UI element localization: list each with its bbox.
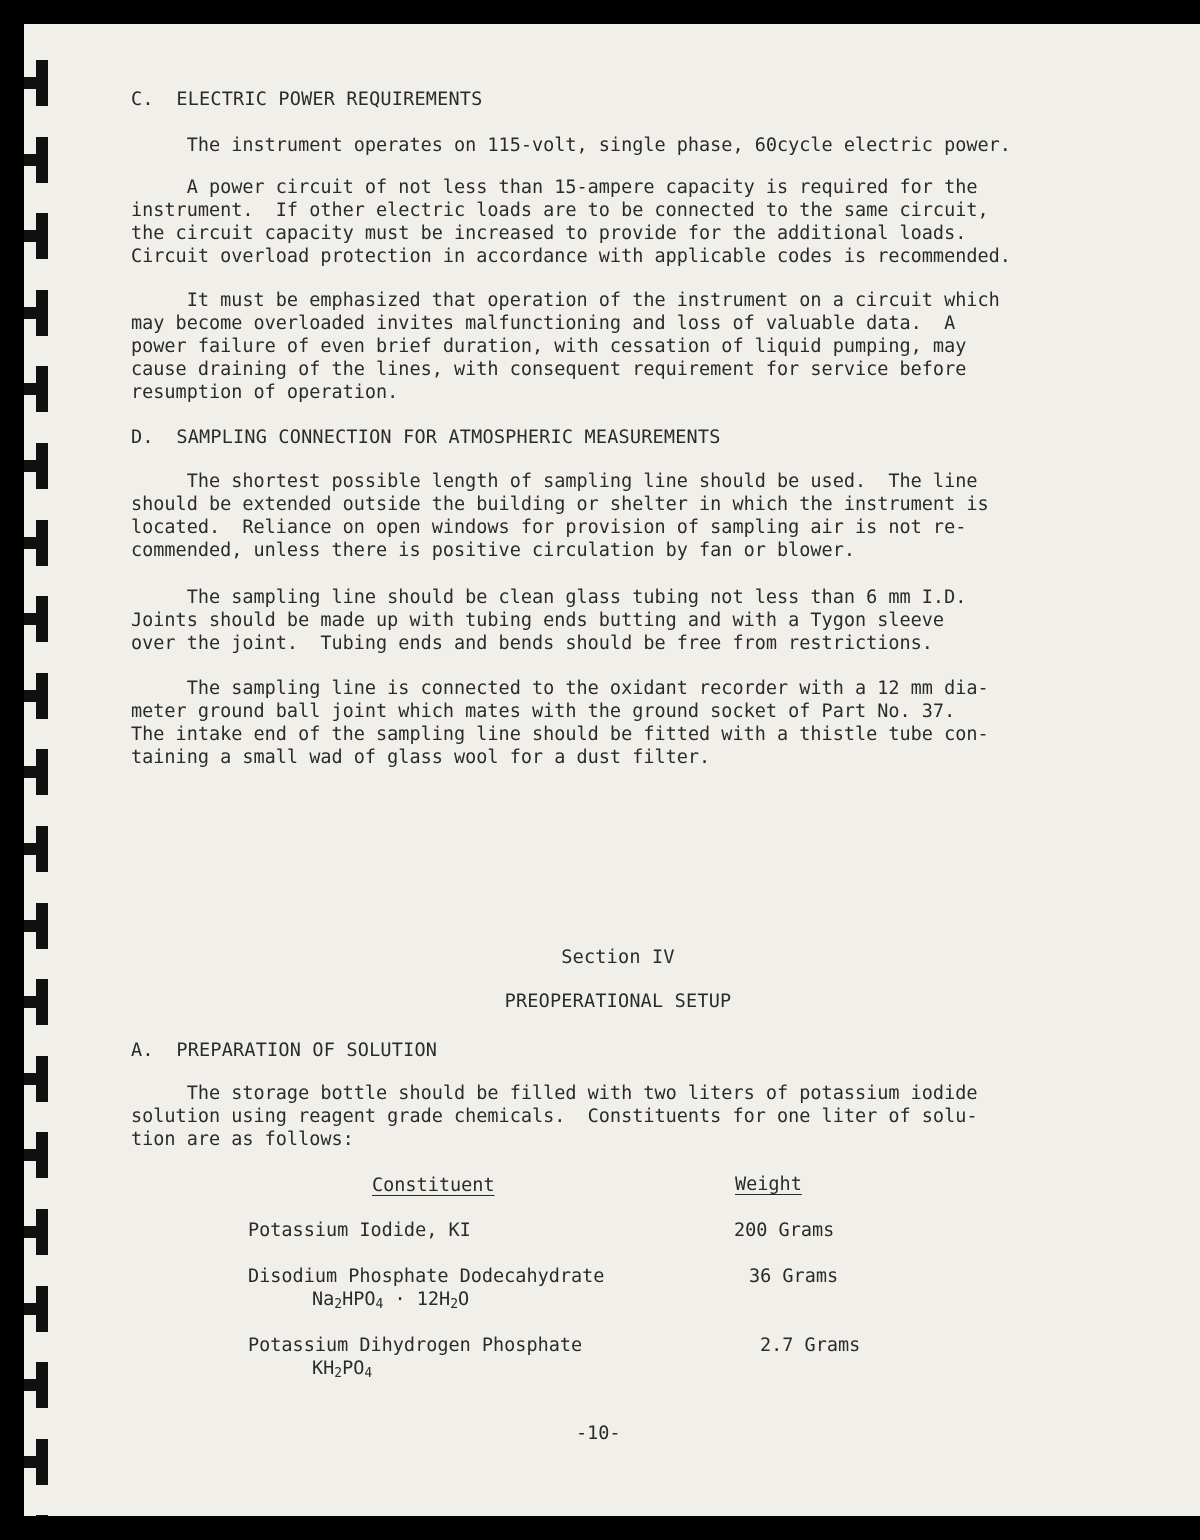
section-iv-title: Section IV — [561, 947, 675, 968]
table-row-formula: $Na_2HPO_4 \cdot 12H_2O$ — [312, 1289, 470, 1312]
binding-hole — [24, 749, 60, 795]
section-d-paragraph-1: The shortest possible length of sampling line should be used. The line should be extended outside the building or shelter in which the instrument is located. Reliance on open windows for provision of sampling air is not re- commended, unless there is positive circulation by fan or blower. — [131, 471, 989, 561]
table-row-formula: $KH_2PO_4$ — [312, 1358, 373, 1381]
binding-hole — [24, 596, 60, 642]
binding-hole — [24, 1209, 60, 1255]
binding-hole — [24, 137, 60, 183]
binding-hole — [24, 826, 60, 872]
section-c-heading: C. ELECTRIC POWER REQUIREMENTS — [131, 89, 483, 110]
section-c-paragraph-3: It must be emphasized that operation of the instrument on a circuit which may become overloaded invites malfunctioning and loss of valuable data. A power failure of even brief duration, with cessation of liquid pumping, may cause draining of the lines, with consequent requirement for service before resumption of operation. — [131, 290, 1000, 403]
binding-hole — [24, 213, 60, 259]
table-row-name: Potassium Iodide, KI — [248, 1220, 471, 1241]
table-row-name: Disodium Phosphate Dodecahydrate — [248, 1266, 605, 1287]
binding-hole — [24, 1056, 60, 1102]
binding-hole — [24, 290, 60, 336]
table-header-constituent: Constituent — [372, 1175, 495, 1196]
section-iv-subtitle: PREOPERATIONAL SETUP — [504, 991, 732, 1012]
binding-hole — [24, 1132, 60, 1178]
table-header-weight: Weight — [735, 1174, 802, 1195]
binding-hole — [24, 60, 60, 106]
binding-hole — [24, 673, 60, 719]
binding-hole — [24, 520, 60, 566]
section-a-paragraph: The storage bottle should be filled with two liters of potassium iodide solution using reagent grade chemicals. Constituents for one liter of solu- tion are as follows: — [131, 1083, 978, 1150]
binding-hole — [24, 1439, 60, 1485]
section-d-heading: D. SAMPLING CONNECTION FOR ATMOSPHERIC MEASUREMENTS — [131, 427, 721, 448]
page-number: -10- — [576, 1423, 621, 1444]
table-row-weight: 200 Grams — [734, 1220, 835, 1241]
binding-hole — [24, 366, 60, 412]
table-row-name: Potassium Dihydrogen Phosphate — [248, 1335, 583, 1356]
binding-hole — [24, 443, 60, 489]
section-d-paragraph-2: The sampling line should be clean glass tubing not less than 6 mm I.D. Joints should be made up with tubing ends butting and with a Tygon sleeve over the joint. Tubing ends and bends should be free from restrictions. — [131, 587, 967, 654]
section-c-paragraph-1: The instrument operates on 115-volt, single phase, 60cycle electric power. — [131, 135, 1011, 156]
table-row-weight: 36 Grams — [749, 1266, 839, 1287]
section-d-paragraph-3: The sampling line is connected to the oxidant recorder with a 12 mm dia- meter ground ball joint which mates with the ground socket of Part No. 37. The intake end of the sampling line should be fitted with a thistle tube con- taining a small wad of glass wool for a dust filter. — [131, 678, 989, 768]
table-row-weight: 2.7 Grams — [760, 1335, 861, 1356]
binding-hole — [24, 1286, 60, 1332]
binding-hole — [24, 903, 60, 949]
binding-hole — [24, 1515, 60, 1516]
document-page — [24, 24, 1200, 1516]
section-c-paragraph-2: A power circuit of not less than 15-ampere capacity is required for the instrument. If other electric loads are to be connected to the same circuit, the circuit capacity must be increased to provide for the additional loads. Circuit overload protection in accordance with applicable codes is recommended. — [131, 177, 1011, 267]
binding-hole — [24, 1362, 60, 1408]
section-a-heading: A. PREPARATION OF SOLUTION — [131, 1040, 438, 1061]
